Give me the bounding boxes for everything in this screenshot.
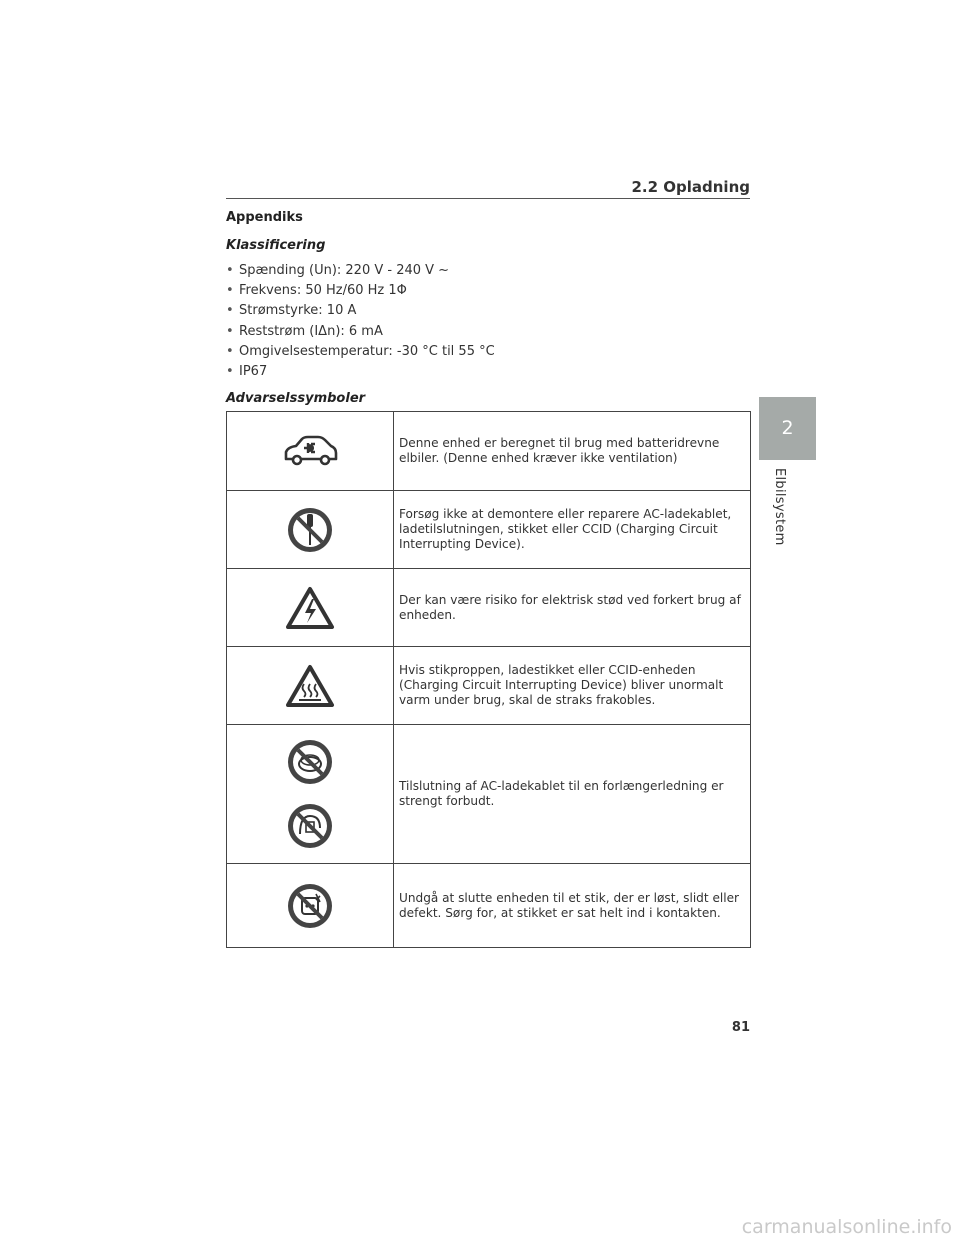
table-row [227,569,751,647]
spec-current: • Strømstyrke: 10 A [226,301,495,321]
section-header: 2.2 Opladning [631,178,750,196]
header-divider [226,198,750,199]
symbol-description: Tilslutning af AC-ladekablet til en forlængerledning er strengt forbudt. [394,725,751,864]
hot-surface-warning-icon [285,664,335,708]
table-row [227,647,751,725]
warnings-heading: Advarselssymboler [226,391,366,406]
chapter-label: Elbilsystem [772,468,787,546]
symbol-description: Hvis stikproppen, ladestikket eller CCID-enheden (Charging Circuit Interrupting Device) bliver unormalt varm under brug, skal de straks frakobles. [394,647,751,725]
spec-list [226,261,495,382]
appendix-heading: Appendiks [226,210,303,225]
electric-car-icon [280,434,340,468]
symbol-description: Denne enhed er beregnet til brug med batteridrevne elbiler. (Denne enhed kræver ikke ventilation) [394,412,751,491]
table-row [227,864,751,948]
table-row [227,491,751,569]
spec-frequency: • Frekvens: 50 Hz/60 Hz 1Φ [226,281,495,301]
page-number: 81 [731,1020,750,1035]
chapter-tab: 2 [759,397,816,460]
symbol-cell [227,725,394,864]
spec-voltage: • Spænding (Un): 220 V - 240 V ~ [226,261,495,281]
electric-shock-warning-icon [285,586,335,630]
watermark: carmanualsonline.info [741,1216,952,1238]
symbol-cell [227,569,394,647]
spec-ip-rating: • IP67 [226,362,495,382]
symbol-description: Der kan være risiko for elektrisk stød ved forkert brug af enheden. [394,569,751,647]
spec-residual-current: • Reststrøm (IΔn): 6 mA [226,322,495,342]
symbol-description: Undgå at slutte enheden til et stik, der er løst, slidt eller defekt. Sørg for, at stikket er sat helt ind i kontakten. [394,864,751,948]
no-disassembly-icon [286,506,334,554]
classification-heading: Klassificering [226,238,326,253]
warning-symbols-table [226,411,751,948]
no-loose-socket-icon [286,882,334,930]
symbol-description: Forsøg ikke at demontere eller reparere AC-ladekablet, ladetilslutningen, stikket eller CCID (Charging Circuit Interrupting Device). [394,491,751,569]
symbol-cell [227,647,394,725]
symbol-cell [227,491,394,569]
no-extension-cord-icon [286,738,334,850]
table-row [227,412,751,491]
spec-temperature: • Omgivelsestemperatur: -30 °C til 55 °C [226,342,495,362]
table-row [227,725,751,864]
symbol-cell [227,412,394,491]
symbol-cell [227,864,394,948]
